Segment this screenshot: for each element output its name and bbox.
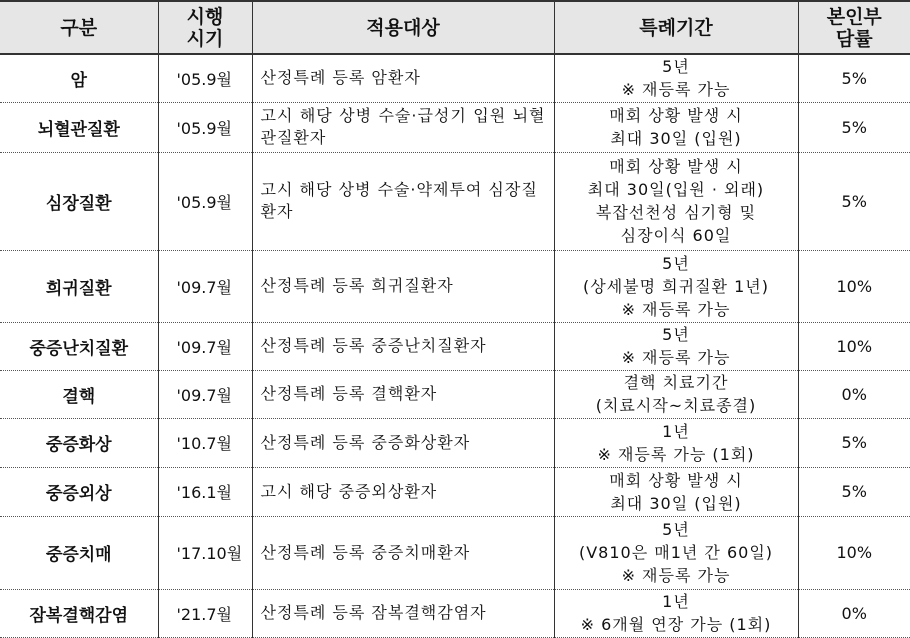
row-target: 산정특례 등록 잠복결핵감염자 (252, 589, 554, 637)
row-rate: 10% (798, 322, 910, 370)
row-target: 산정특례 등록 암환자 (252, 54, 554, 102)
row-rate: 5% (798, 102, 910, 152)
row-target: 산정특례 등록 중증난치질환자 (252, 322, 554, 370)
row-rate: 10% (798, 250, 910, 322)
row-target: 산정특례 등록 희귀질환자 (252, 250, 554, 322)
row-target: 고시 해당 상병 수술·약제투여 심장질환자 (252, 152, 554, 250)
row-rate: 10% (798, 516, 910, 589)
table-row (0, 370, 910, 418)
row-rate: 5% (798, 54, 910, 102)
row-category: 희귀질환 (0, 250, 158, 322)
row-target: 산정특례 등록 중증화상환자 (252, 418, 554, 467)
header-row (0, 1, 910, 54)
row-category: 중증난치질환 (0, 322, 158, 370)
row-time: '17.10월 (158, 516, 252, 589)
table-row (0, 467, 910, 516)
row-period: 5년 (V810은 매1년 간 60일) ※ 재등록 가능 (554, 516, 798, 589)
table-row (0, 250, 910, 322)
row-period: 5년 ※ 재등록 가능 (554, 54, 798, 102)
row-rate: 0% (798, 370, 910, 418)
header-category: 구분 (0, 1, 158, 54)
row-period: 1년 ※ 재등록 가능 (1회) (554, 418, 798, 467)
row-rate: 5% (798, 152, 910, 250)
row-period: 매회 상황 발생 시 최대 30일 (입원) (554, 467, 798, 516)
row-time: '10.7월 (158, 418, 252, 467)
row-period: 매회 상황 발생 시 최대 30일(입원 · 외래) 복잡선천성 심기형 및 심장이식 60일 (554, 152, 798, 250)
table-row (0, 418, 910, 467)
row-period: 5년 ※ 재등록 가능 (554, 322, 798, 370)
row-time: '09.7월 (158, 250, 252, 322)
row-category: 중증치매 (0, 516, 158, 589)
table-row (0, 102, 910, 152)
header-period: 특례기간 (554, 1, 798, 54)
table-row (0, 589, 910, 637)
table-row (0, 54, 910, 102)
row-category: 중증화상 (0, 418, 158, 467)
row-target: 고시 해당 상병 수술·급성기 입원 뇌혈관질환자 (252, 102, 554, 152)
row-period: 5년 (상세불명 희귀질환 1년) ※ 재등록 가능 (554, 250, 798, 322)
row-category: 잠복결핵감염 (0, 589, 158, 637)
header-time: 시행 시기 (158, 1, 252, 54)
row-rate: 5% (798, 467, 910, 516)
row-time: '05.9월 (158, 152, 252, 250)
row-period: 1년 ※ 6개월 연장 가능 (1회) (554, 589, 798, 637)
table-row (0, 516, 910, 589)
row-time: '21.7월 (158, 589, 252, 637)
row-target: 산정특례 등록 중증치매환자 (252, 516, 554, 589)
header-rate: 본인부 담률 (798, 1, 910, 54)
row-target: 고시 해당 중증외상환자 (252, 467, 554, 516)
row-target: 산정특례 등록 결핵환자 (252, 370, 554, 418)
header-target: 적용대상 (252, 1, 554, 54)
row-time: '16.1월 (158, 467, 252, 516)
row-category: 심장질환 (0, 152, 158, 250)
row-category: 중증외상 (0, 467, 158, 516)
row-period: 매회 상황 발생 시 최대 30일 (입원) (554, 102, 798, 152)
row-time: '05.9월 (158, 102, 252, 152)
table-row (0, 322, 910, 370)
row-period: 결핵 치료기간 (치료시작~치료종결) (554, 370, 798, 418)
row-category: 뇌혈관질환 (0, 102, 158, 152)
row-time: '09.7월 (158, 370, 252, 418)
row-time: '09.7월 (158, 322, 252, 370)
row-time: '05.9월 (158, 54, 252, 102)
row-rate: 5% (798, 418, 910, 467)
row-category: 결핵 (0, 370, 158, 418)
row-rate: 0% (798, 589, 910, 637)
table-row (0, 152, 910, 250)
row-category: 암 (0, 54, 158, 102)
